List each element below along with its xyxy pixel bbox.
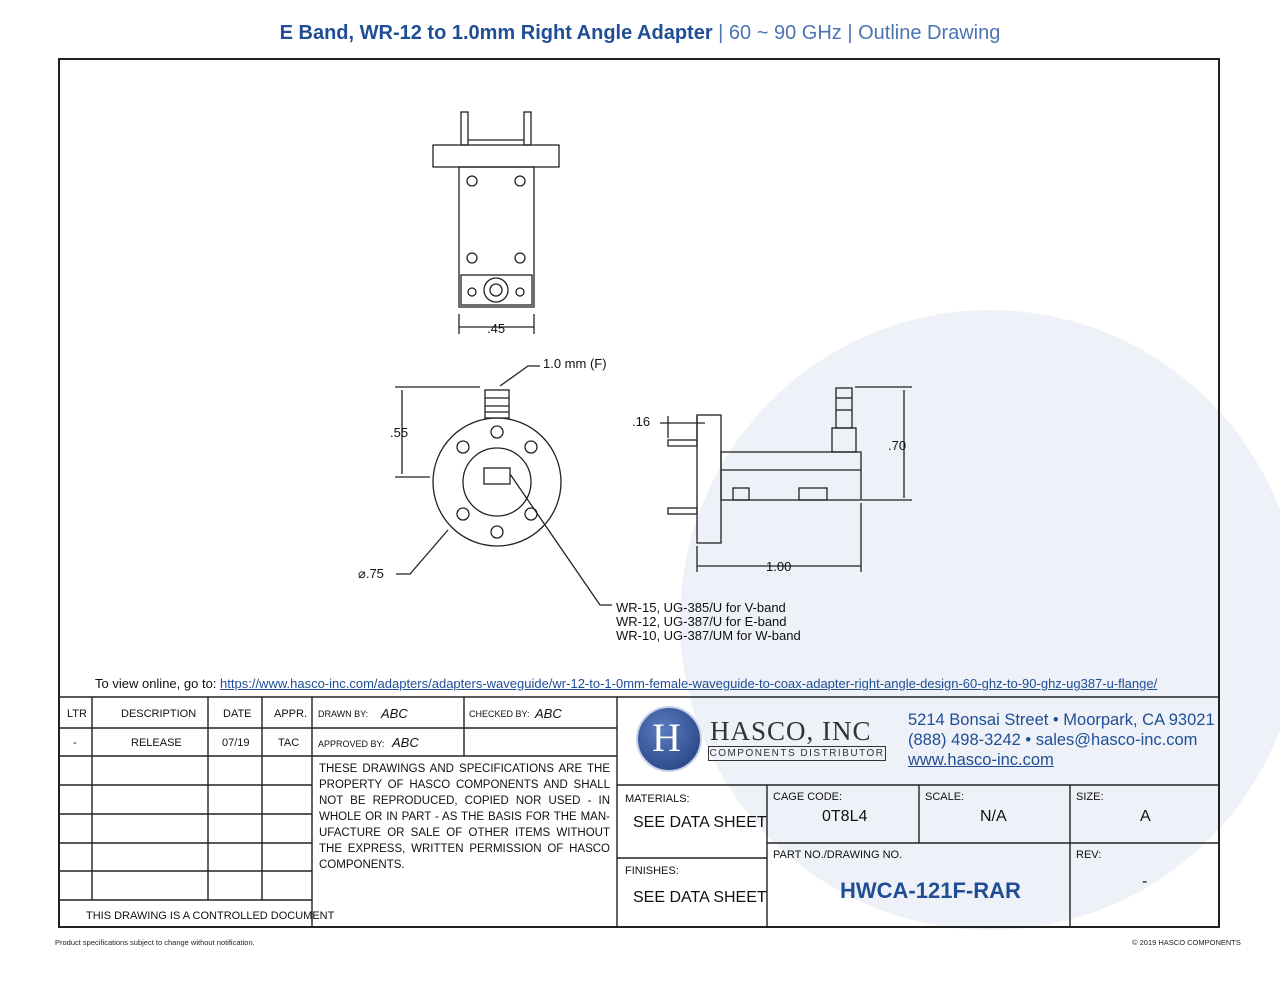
scale-label: SCALE:	[925, 791, 965, 803]
approved-by-value: ABC	[392, 735, 419, 750]
rev-header-date: DATE	[223, 708, 252, 720]
flange-note-line2: WR-12, UG-387/U for E-band	[616, 614, 787, 629]
part-number-label: PART NO./DRAWING NO.	[773, 849, 903, 861]
side-view-connector-base	[832, 428, 856, 452]
front-view-connector	[485, 390, 509, 418]
company-name: HASCO, INC	[710, 716, 872, 746]
title-separator: |	[841, 22, 859, 44]
rev-label: REV:	[1076, 849, 1102, 861]
top-view-body	[459, 167, 534, 307]
dim-pin: .16	[632, 414, 651, 429]
top-view-pin-right	[524, 112, 531, 145]
side-view-connector	[836, 388, 852, 428]
drawn-by-label: DRAWN BY:	[318, 709, 369, 719]
side-view-flange	[697, 415, 721, 543]
title-range: 60 ~ 90 GHz	[728, 22, 842, 44]
dim-diameter: ⌀.75	[358, 566, 384, 581]
rev-header-ltr: LTR	[67, 708, 87, 720]
company-website-link[interactable]: www.hasco-inc.com	[908, 751, 1054, 769]
rev-row-appr: TAC	[278, 737, 300, 749]
company-contact: (888) 498-3242 • sales@hasco-inc.com	[908, 731, 1198, 749]
rev-row-date: 07/19	[222, 737, 250, 749]
company-address: 5214 Bonsai Street • Moorpark, CA 93021	[908, 711, 1215, 729]
checked-by-value: ABC	[535, 706, 562, 721]
side-view-body	[721, 452, 861, 500]
dim-height-side: .70	[888, 438, 907, 453]
top-view-hole	[467, 176, 477, 186]
rev-row-description: RELEASE	[131, 737, 182, 749]
footer-disclaimer: Product specifications subject to change without notification.	[55, 938, 255, 947]
rev-row-ltr: -	[73, 737, 77, 749]
title-type: Outline Drawing	[858, 22, 1001, 44]
materials-value: SEE DATA SHEET	[633, 814, 767, 831]
legal-notice: THESE DRAWINGS AND SPECIFICATIONS ARE THE PROPERTY OF HASCO COMPONENTS AND SHALL NOT BE REPRODUCED, COPIED NOR USED - IN WHOLE OR IN PART - AS THE BASIS FOR THE MAN- UFACTURE OR SALE OF OTHER ITEMS WITHOUT THE EXPRESS, WRITTEN PERMISSION OF HASCO COMPONENTS.	[319, 763, 610, 871]
finishes-label: FINISHES:	[625, 865, 679, 877]
online-link-row	[95, 676, 1157, 691]
dim-connector: 1.0 mm (F)	[543, 356, 607, 371]
dim-length: 1.00	[766, 559, 792, 574]
controlled-document-note: THIS DRAWING IS A CONTROLLED DOCUMENT	[86, 910, 335, 922]
checked-by-label: CHECKED BY:	[469, 709, 530, 719]
rev-header-appr: APPR.	[274, 708, 308, 720]
front-view-flange	[433, 418, 561, 546]
top-view-hole	[515, 176, 525, 186]
top-view-hole	[515, 253, 525, 263]
size-label: SIZE:	[1076, 791, 1104, 803]
flange-note-line1: WR-15, UG-385/U for V-band	[616, 600, 786, 615]
flange-note-line3: WR-10, UG-387/UM for W-band	[616, 628, 801, 643]
cage-code-label: CAGE CODE:	[773, 791, 843, 803]
footer-copyright: © 2019 HASCO COMPONENTS	[1132, 938, 1241, 947]
top-view-hole	[467, 253, 477, 263]
top-view-connector	[484, 278, 508, 302]
rev-header-description: DESCRIPTION	[121, 708, 197, 720]
company-logo-letter: H	[652, 715, 681, 760]
title-separator: |	[712, 22, 729, 44]
dim-width-top: .45	[487, 321, 506, 336]
approved-by-label: APPROVED BY:	[318, 739, 385, 749]
top-view-pin-left	[461, 112, 468, 145]
size-value: A	[1140, 808, 1151, 825]
scale-value: N/A	[980, 808, 1007, 825]
online-label: To view online, go to:	[95, 676, 217, 691]
cage-code-value: 0T8L4	[822, 808, 868, 825]
top-view-connector-block	[461, 275, 532, 305]
drawn-by-value: ABC	[381, 706, 408, 721]
materials-label: MATERIALS:	[625, 793, 690, 805]
product-url-link[interactable]: https://www.hasco-inc.com/adapters/adapters-waveguide/wr-12-to-1-0mm-female-waveguide-to-coax-adapter-right-angle-design-60-ghz-to-90-ghz-ug387-u-flange/	[220, 676, 1158, 691]
top-view-flange	[433, 145, 559, 167]
company-tagline: COMPONENTS DISTRIBUTOR	[709, 748, 885, 759]
rev-value: -	[1142, 873, 1148, 890]
title-main: E Band, WR-12 to 1.0mm Right Angle Adapter	[279, 22, 713, 44]
part-number-value: HWCA-121F-RAR	[840, 878, 1021, 903]
finishes-value: SEE DATA SHEET	[633, 889, 767, 906]
dim-height-front: .55	[390, 425, 409, 440]
